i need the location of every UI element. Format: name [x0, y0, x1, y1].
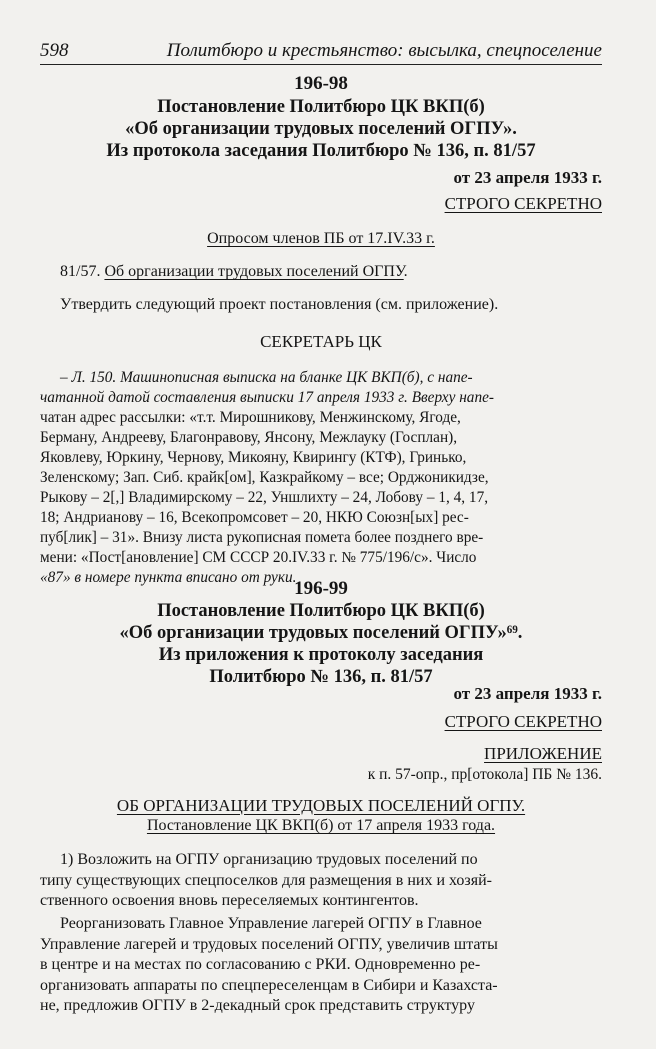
- paragraph-line: организовать аппараты по спецпереселенцам в Сибири и Казахста-: [40, 976, 498, 994]
- doc2-subheading: Постановление ЦК ВКП(б) от 17 апреля 1933 года.: [146, 817, 496, 834]
- note-line: чатанной датой составления выписки 17 апреля 1933 г. Вверху напе-: [40, 389, 494, 406]
- note-line: – Л. 150. Машинописная выписка на бланке ЦК ВКП(б), с напе-: [60, 369, 473, 386]
- paragraph-line: 1) Возложить на ОГПУ организацию трудовых поселений по: [60, 851, 478, 868]
- note-line: Яковлеву, Юркину, Чернову, Микояну, Квирингу (КТФ), Гринько,: [40, 449, 467, 466]
- doc1-item-number: 81/57.: [60, 263, 101, 280]
- paragraph-line: в центре и на местах по согласованию с РКИ. Одновременно ре-: [40, 956, 481, 973]
- doc1-signature: СЕКРЕТАРЬ ЦК: [260, 332, 382, 351]
- doc2-title-line: Политбюро № 136, п. 81/57: [209, 667, 433, 687]
- page-number: 598: [40, 40, 69, 61]
- paragraph-line: Реорганизовать Главное Управление лагерей ОГПУ в Главное: [60, 915, 482, 932]
- doc1-decision: Утвердить следующий проект постановления (см. приложение).: [60, 296, 499, 313]
- doc1-title-line: Из протокола заседания Политбюро № 136, п. 81/57: [106, 141, 536, 161]
- doc1-title-line: Постановление Политбюро ЦК ВКП(б): [157, 97, 485, 117]
- doc2-title: [40, 600, 602, 688]
- note-line: чатан адрес рассылки: «т.т. Мирошникову, Менжинскому, Ягоде,: [40, 409, 461, 426]
- note-line: Рыкову – 2[,] Владимирскому – 22, Уншлихту – 24, Лобову – 1, 4, 17,: [40, 489, 489, 506]
- doc2-appendix-ref: к п. 57-опр., пр[отокола] ПБ № 136.: [367, 766, 602, 783]
- note-line: пуб[лик] – 31». Внизу листа рукописная помета более позднего вре-: [40, 529, 484, 546]
- doc2-title-line: Постановление Политбюро ЦК ВКП(б): [157, 601, 485, 621]
- doc1-number: 196-98: [294, 73, 348, 94]
- doc1-item-title: Об организации трудовых поселений ОГПУ: [104, 263, 404, 280]
- note-line: 18; Андрианову – 16, Всекопромсовет – 20, НКЮ Союзн[ых] рес-: [40, 509, 469, 526]
- running-title: Политбюро и крестьянство: высылка, спецпоселение: [166, 40, 602, 61]
- page-header: [40, 38, 602, 65]
- doc1-title: [40, 96, 602, 162]
- doc2-number: 196-99: [294, 578, 348, 599]
- paragraph-line: не, предложив ОГПУ в 2-декадный срок представить структуру: [40, 997, 475, 1014]
- doc1-archival-note: [40, 368, 602, 588]
- note-line: мени: «Пост[ановление] СМ СССР 20.IV.33 г. № 775/196/с». Число: [40, 549, 477, 566]
- doc1-title-line: «Об организации трудовых поселений ОГПУ».: [125, 119, 517, 139]
- doc2-date: от 23 апреля 1933 г.: [453, 684, 602, 703]
- doc2-title-line: Из приложения к протоколу заседания: [158, 645, 484, 665]
- doc1-item: 81/57. Об организации трудовых поселений ОГПУ.: [40, 263, 602, 281]
- note-line: «87» в номере пункта вписано от руки.: [40, 569, 297, 586]
- doc2-paragraph-2: [40, 914, 602, 1017]
- paragraph-line: типу существующих спецпоселков для размещения в них и хозяй-: [40, 871, 492, 889]
- doc1-date: от 23 апреля 1933 г.: [453, 168, 602, 187]
- doc2-secrecy-stamp: СТРОГО СЕКРЕТНО: [444, 712, 602, 731]
- paragraph-line: Управление лагерей и трудовых поселений ОГПУ, увеличив штаты: [40, 935, 498, 953]
- paragraph-line: ственного освоения вновь переселяемых контингентов.: [40, 892, 419, 909]
- doc2-heading: ОБ ОРГАНИЗАЦИИ ТРУДОВЫХ ПОСЕЛЕНИЙ ОГПУ.: [116, 796, 526, 815]
- note-line: Берману, Андрееву, Благонравову, Янсону, Межлауку (Госплан),: [40, 429, 458, 446]
- doc1-poll-line: Опросом членов ПБ от 17.IV.33 г.: [207, 230, 435, 247]
- doc2-paragraph-1: [40, 850, 602, 912]
- doc2-title-line: «Об организации трудовых поселений ОГПУ»⁶⁹.: [119, 623, 523, 643]
- note-line: Зеленскому; Зап. Сиб. крайк[ом], Казкрайкому – все; Орджоникидзе,: [40, 469, 489, 486]
- doc1-secrecy-stamp: СТРОГО СЕКРЕТНО: [444, 194, 602, 213]
- doc2-appendix-label: ПРИЛОЖЕНИЕ: [484, 744, 602, 763]
